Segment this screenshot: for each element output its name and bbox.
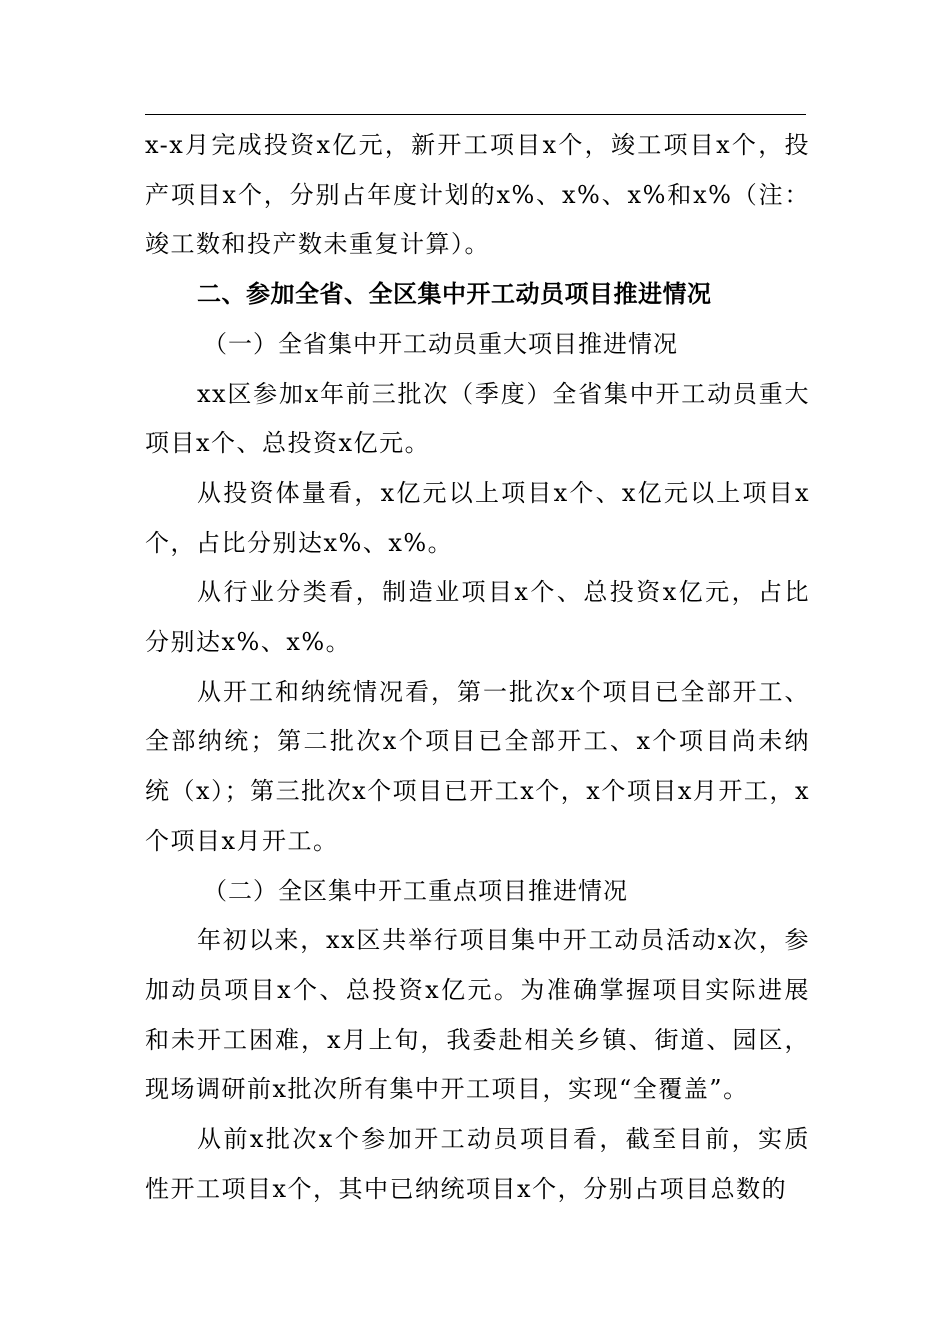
document-body bbox=[145, 121, 810, 1214]
paragraph-start-status: 从开工和纳统情况看，第一批次x个项目已全部开工、全部纳统；第二批次x个项目已全部开工、x个项目尚未纳统（x）；第三批次x个项目已开工x个，x个项目x月开工，x个项目x月开工。 bbox=[145, 677, 810, 855]
paragraph-continuation: x-x月完成投资x亿元，新开工项目x个，竣工项目x个，投产项目x个，分别占年度计划的x%、x%、x%和x%（注：竣工数和投产数未重复计算）。 bbox=[145, 131, 810, 259]
subheading-province: （一）全省集中开工动员重大项目推进情况 bbox=[203, 329, 678, 358]
paragraph-progress: 从前x批次x个参加开工动员项目看，截至目前，实质性开工项目x个，其中已纳统项目x个，分别占项目总数的 bbox=[145, 1125, 810, 1203]
section-heading: 二、参加全省、全区集中开工动员项目推进情况 bbox=[197, 280, 712, 309]
paragraph-investment-scale: 从投资体量看，x亿元以上项目x个、x亿元以上项目x个，占比分别达x%、x%。 bbox=[145, 478, 810, 557]
paragraph-province-overview: xx区参加x年前三批次（季度）全省集中开工动员重大项目x个、总投资x亿元。 bbox=[145, 379, 810, 458]
header-rule bbox=[145, 114, 806, 115]
paragraph-industry: 从行业分类看，制造业项目x个、总投资x亿元，占比分别达x%、x%。 bbox=[145, 578, 810, 657]
paragraph-district-overview: 年初以来，xx区共举行项目集中开工动员活动x次，参加动员项目x个、总投资x亿元。为准确掌握项目实际进展和未开工困难，x月上旬，我委赴相关乡镇、街道、园区，现场调研前x批次所有集中开工项目，实现“全覆盖”。 bbox=[145, 926, 810, 1104]
subheading-district: （二）全区集中开工重点项目推进情况 bbox=[203, 876, 628, 905]
